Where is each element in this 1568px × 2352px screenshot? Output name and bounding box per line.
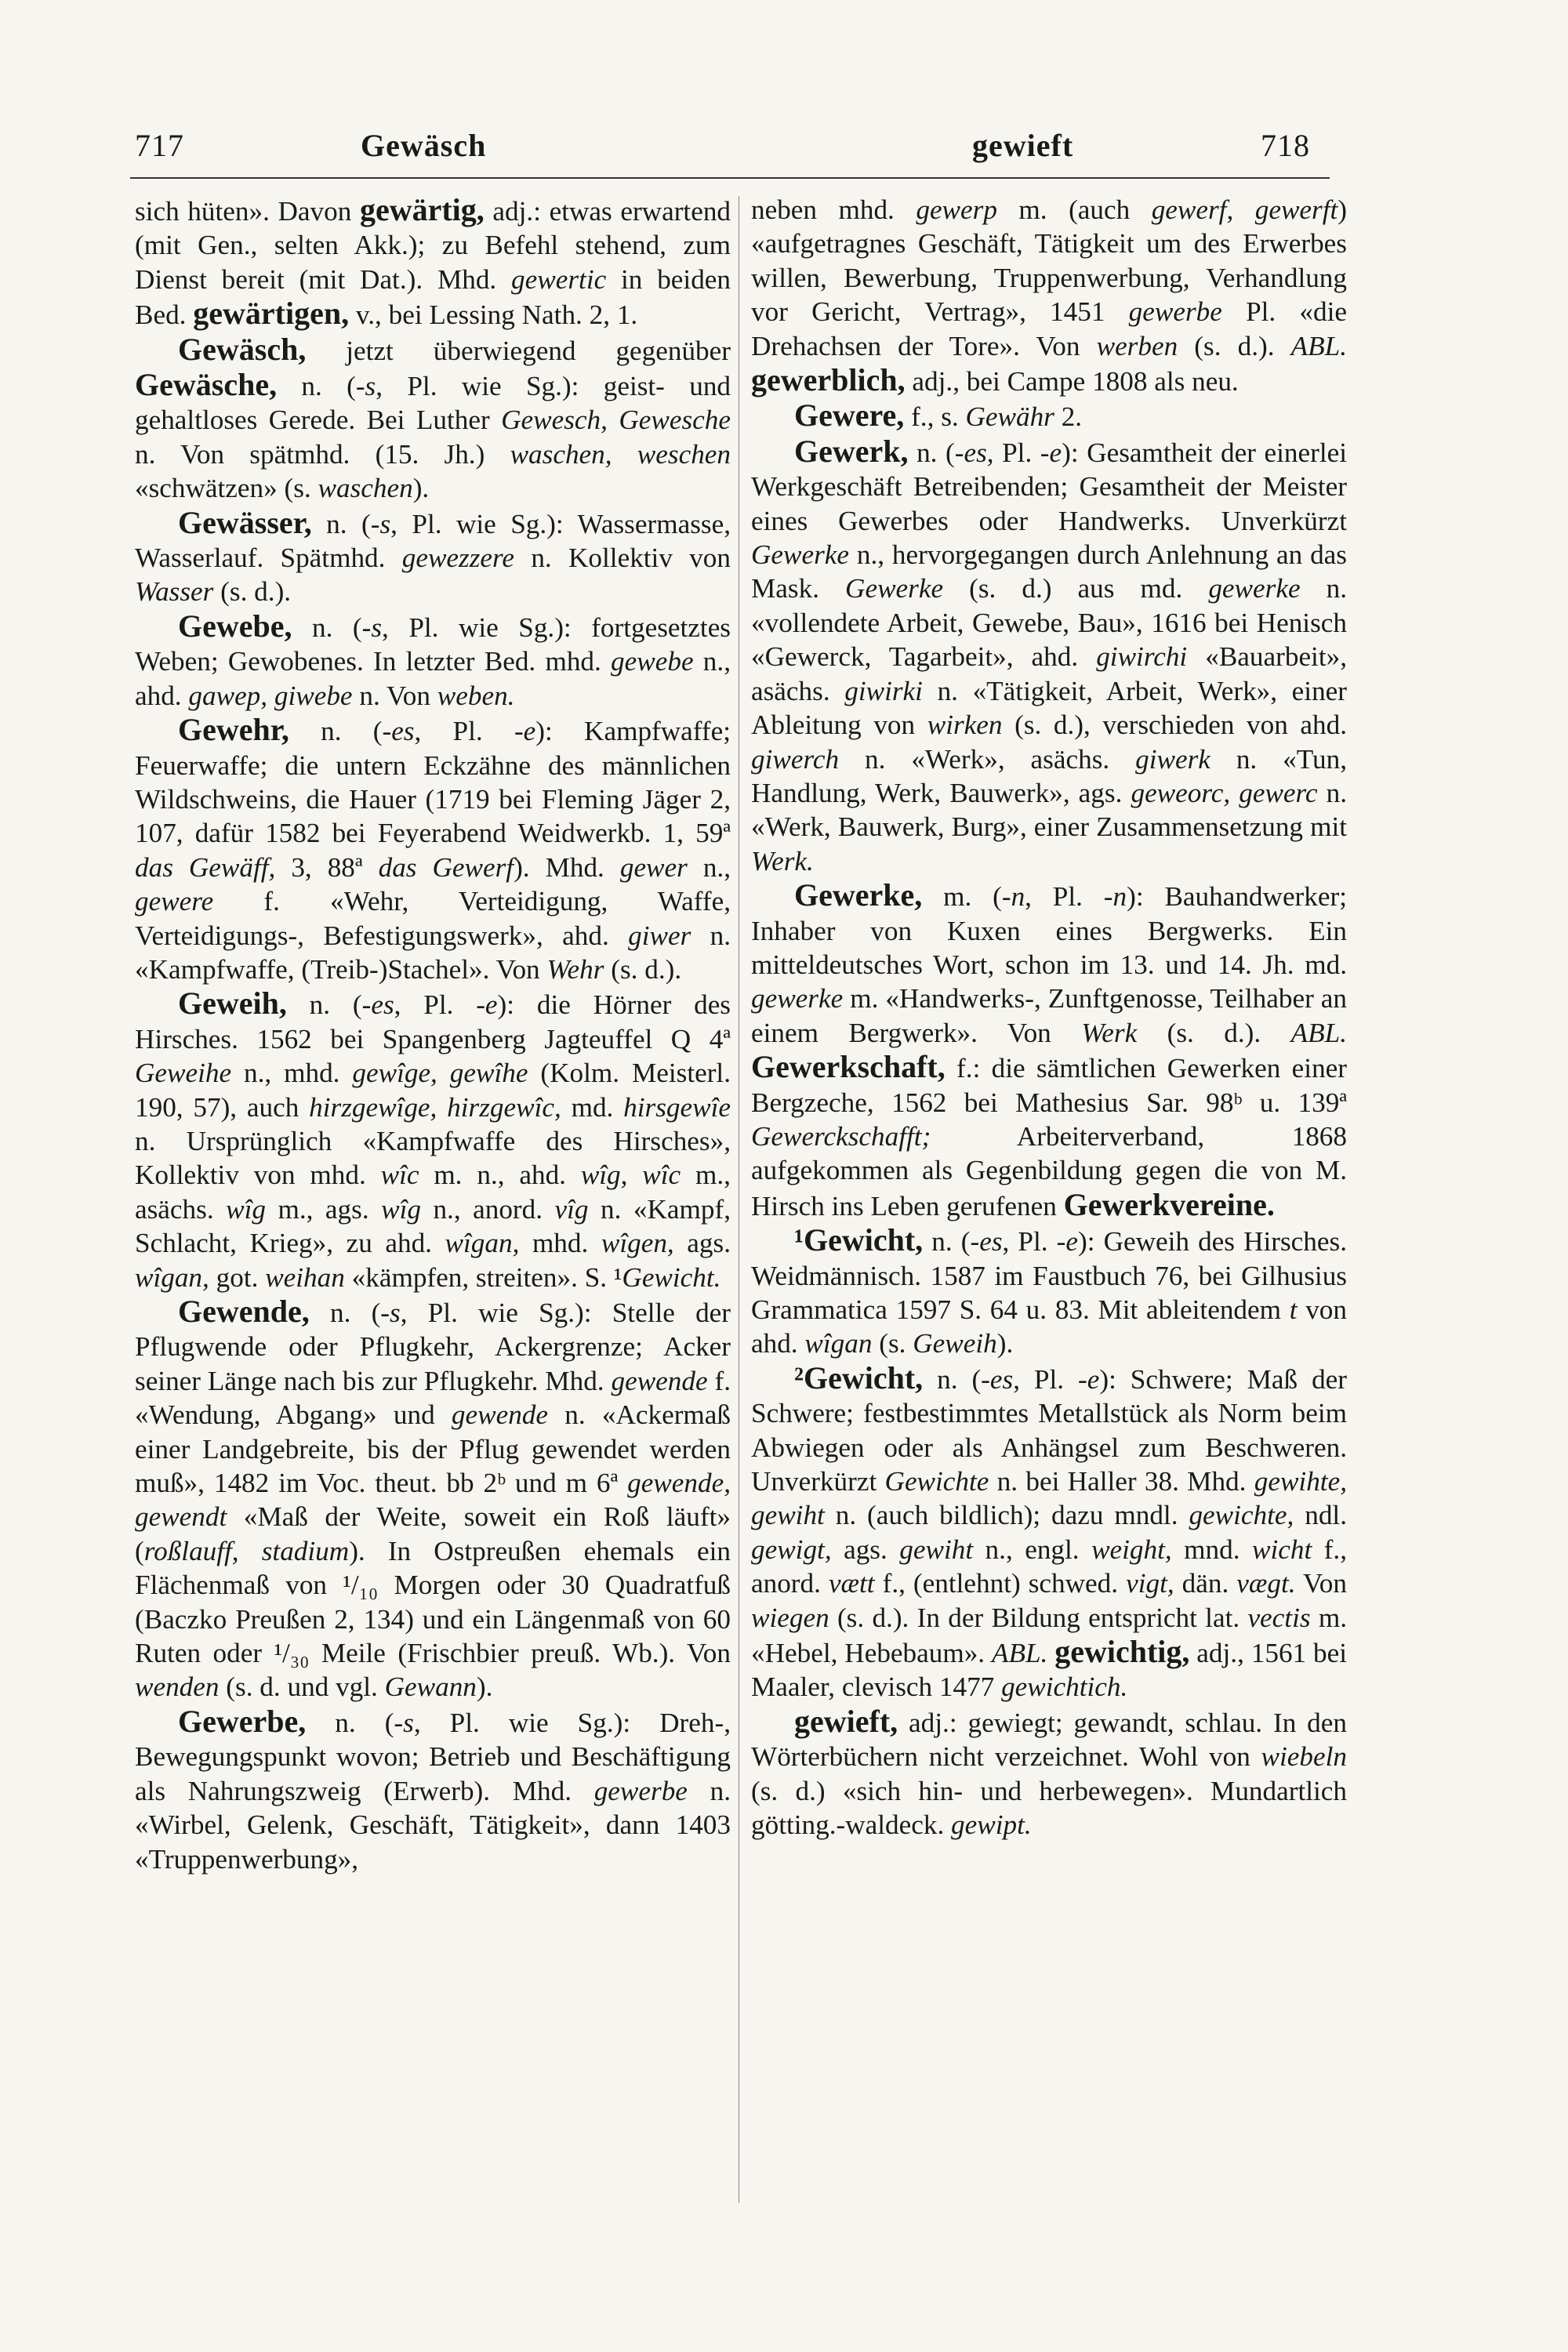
italic-term: giwerch [751, 743, 840, 775]
entry-text: f., (entlehnt) schwed. [874, 1568, 1127, 1599]
italic-term: gewende [611, 1365, 708, 1396]
entry-text [1047, 1638, 1054, 1668]
italic-term: gewîge, gewîhe [352, 1058, 528, 1089]
entry-text: adj.: gewiegt; gewandt, schlau. In den Wörterbüchern nicht verzeichnet. Wohl von [751, 1707, 1347, 1773]
entry-text: ): Geweih des Hirsches. Weidmännisch. 1587 im Faustbuch 76, bei Gilhusius Grammatica 1597 S. 64 u. 83. Mit ableitendem [751, 1226, 1347, 1325]
italic-term: s [390, 1298, 401, 1328]
italic-term: ABL. [991, 1638, 1048, 1669]
dictionary-entry [751, 1361, 1347, 1704]
dictionary-entry [751, 1223, 1347, 1361]
italic-term: wicht [1251, 1534, 1312, 1565]
italic-term: n [1011, 881, 1025, 913]
italic-term: Werk. [751, 845, 814, 877]
entry-text: n. «Tätigkeit, Arbeit, Werk», einer Ableitung von [751, 675, 1347, 741]
dictionary-entry [135, 713, 731, 986]
entry-text: (s. d.). [1178, 330, 1291, 361]
dictionary-entry [135, 332, 731, 506]
entry-text: m., ags. [265, 1193, 382, 1225]
page-number-right: 718 [1261, 128, 1310, 163]
right-column [751, 193, 1347, 1842]
entry-text: n. (- [923, 1226, 980, 1258]
italic-term: gewerke [1208, 573, 1301, 604]
italic-term: hirsgewîe [623, 1091, 731, 1123]
entry-text: (s. d.) aus md. [943, 573, 1209, 604]
dictionary-entry [751, 878, 1347, 1223]
entry-text: (s. d.). [604, 953, 682, 985]
entry-text: n. «Werk, Bauwerk, Burg», einer Zusammensetzung mit [751, 777, 1348, 843]
headword: Gewebe, [178, 608, 292, 644]
italic-term: e [523, 716, 536, 747]
dictionary-entry [751, 1704, 1347, 1842]
entry-text: m., asächs. [135, 1160, 731, 1225]
entry-text: n. (- [292, 612, 372, 643]
entry-text: , Pl. - [414, 716, 524, 747]
italic-term: gewebe [611, 646, 694, 677]
entry-text: n. (- [908, 437, 964, 468]
italic-term: es [371, 989, 394, 1021]
entry-text: (s. d.). [213, 576, 292, 608]
page-number-left: 717 [135, 128, 184, 163]
entry-text: «Maß der Weite, soweit ein Roß läuft» ( [135, 1501, 731, 1566]
entry-text: neben mhd. [751, 194, 916, 225]
entry-text: , Pl. wie Sg.): geist- und gehaltloses Gerede. Bei Luther [135, 371, 731, 436]
entry-text: , Pl. wie Sg.): Wassermasse, Wasserlauf. Spätmhd. [135, 508, 731, 574]
entry-text: f., anord. [751, 1534, 1347, 1599]
italic-term: gewer [619, 851, 688, 883]
entry-text: ). Mhd. [514, 851, 620, 883]
entry-text: (s. d. und vgl. [219, 1671, 385, 1703]
entry-text: «Bauarbeit», asächs. [751, 641, 1348, 706]
entry-text: «schwätzen» (s. [135, 473, 318, 504]
entry-text: f.: die sämtlichen Gewerken einer Bergzeche, 1562 bei Mathesius Sar. 98ᵇ u. 139ª [751, 1053, 1347, 1118]
entry-text: ): Bauhandwerker; Inhaber von Kuxen eines Bergwerks. Ein mitteldeutsches Wort, schon im 13. und 14. Jh. md. [751, 881, 1347, 980]
italic-term: werben [1096, 330, 1178, 361]
italic-term: es [979, 1226, 1003, 1258]
entry-text: n., ahd. [135, 646, 731, 711]
italic-term: gewerf, gewerft [1151, 194, 1338, 225]
italic-term: weben. [437, 680, 515, 711]
entry-text: f., s. [904, 401, 966, 433]
headword: ¹Gewicht, [794, 1222, 924, 1258]
entry-text: n. Von [352, 680, 437, 711]
italic-term: vægt. [1236, 1568, 1296, 1599]
entry-text: (s. d.). [1137, 1017, 1291, 1048]
entry-text: mnd. [1171, 1534, 1252, 1565]
italic-term: wiegen [751, 1602, 829, 1633]
entry-text: ndl. [1294, 1500, 1347, 1531]
entry-text: ): Schwere; Maß der Schwere; festbestimmtes Metallstück als Norm beim Abwiegen oder als Anhängsel zum Beschweren. Unverkürzt [751, 1363, 1347, 1497]
entry-text: 3, 88ª [275, 851, 379, 883]
italic-term: giwer [628, 920, 691, 951]
italic-term: weight, [1091, 1534, 1172, 1565]
entry-text: , Pl. - [986, 437, 1050, 468]
entry-text: n. «Kampf, Schlacht, Krieg», zu ahd. [135, 1193, 731, 1259]
entry-text: , Pl. - [1002, 1226, 1066, 1258]
headword: Gewerke, [794, 877, 923, 913]
entry-text: , Pl. - [394, 989, 485, 1021]
entry-text: v., bei Lessing Nath. 2, 1. [349, 299, 638, 331]
italic-term: gewere [135, 886, 214, 917]
italic-term: s [379, 508, 391, 539]
italic-term: Gewann [384, 1671, 477, 1703]
entry-text: Pl. «die Drehachsen der Tore». Von [751, 296, 1347, 361]
entry-text: , Pl. wie Sg.): Stelle der Pflugwende oder Pflugkehr, Ackergrenze; Acker seiner Länge nach bis zur Pflugkehr. Mhd. [135, 1298, 731, 1396]
running-head-left: Gewäsch [361, 128, 487, 163]
entry-text: ags. [673, 1228, 731, 1259]
italic-term: Gewähr [965, 401, 1054, 433]
italic-term: gewipt. [951, 1809, 1032, 1841]
italic-term: Gewesch, Gewesche [501, 405, 731, 436]
italic-term: wîgan [804, 1328, 873, 1359]
entry-text: m. «Handwerks-, Zunftgenosse, Teilhaber an einem Bergwerk». Von [751, 983, 1347, 1048]
italic-term: wîgan, [135, 1261, 209, 1293]
headword: gewärtig, [359, 192, 485, 227]
entry-text: (s. d.), verschieden von ahd. [1002, 710, 1348, 741]
headword: gewärtigen, [193, 296, 350, 332]
italic-term: es [989, 1363, 1014, 1395]
entry-text: sich hüten». Davon [135, 196, 360, 227]
italic-term: es [964, 437, 987, 468]
entry-text: n. «Wirbel, Gelenk, Geschäft, Tätigkeit», dann 1403 «Truppenwerbung», [135, 1775, 731, 1875]
italic-term: ABL. [1290, 330, 1347, 361]
entry-text: , Pl. - [1013, 1363, 1087, 1395]
entry-text: von ahd. [751, 1294, 1347, 1359]
italic-term: Geweih [913, 1328, 997, 1359]
entry-text: adj.: etwas erwartend (mit Gen., selten Akk.); zu Befehl stehend, zum Dienst bereit (mit Dat.). Mhd. [135, 196, 731, 295]
entry-text: n., mhd. [231, 1058, 353, 1089]
entry-text: m. «Hebel, Hebebaum». [751, 1602, 1347, 1669]
entry-text: n., engl. [973, 1534, 1092, 1565]
entry-continuation [751, 193, 1347, 398]
entry-text: (s. d.). In der Bildung entspricht lat. [829, 1602, 1248, 1633]
italic-term: wîg, wîc [580, 1160, 681, 1191]
entry-text: n. (auch bildlich); dazu mndl. [824, 1500, 1189, 1531]
italic-term: wenden [135, 1671, 220, 1703]
italic-term: Gewerke [751, 539, 850, 571]
entry-text: ). [476, 1671, 493, 1703]
entry-text: mhd. [519, 1228, 601, 1259]
entry-text: n., hervorgegangen durch Anlehnung an das Mask. [751, 539, 1347, 604]
headword: Geweih, [178, 985, 287, 1022]
italic-term: e [1087, 1363, 1100, 1395]
headword: gewerblich, [751, 362, 906, 398]
dictionary-entry [135, 506, 731, 609]
entry-text: 2. [1054, 401, 1083, 433]
entry-text: , Pl. wie Sg.): fortgesetztes Weben; Gewobenes. In letzter Bed. mhd. [135, 612, 731, 677]
italic-term: wirken [927, 710, 1003, 741]
entry-text: f. «Wendung, Abgang» und [135, 1365, 731, 1431]
headword: ²Gewicht, [794, 1359, 924, 1396]
entry-text: m. (- [922, 881, 1011, 913]
entry-text: , Pl. wie Sg.): Dreh-, Bewegungspunkt wovon; Betrieb und Beschäftigung als Nahrungszweig (Erwerb). Mhd. [135, 1707, 731, 1806]
italic-term: s [365, 371, 376, 402]
italic-term: weihan [265, 1261, 345, 1293]
entry-text: (Kolm. Meisterl. 190, 57), auch [135, 1058, 731, 1123]
running-head-right: gewieft [972, 128, 1074, 163]
italic-term: vætt [828, 1568, 875, 1599]
headword: gewieft, [794, 1703, 898, 1739]
entry-text: ): Kampfwaffe; Feuerwaffe; die untern Eckzähne des männlichen Wildschweins, die Hauer (1719 bei Fleming Jäger 2, 107, dafür 1582 bei Feyerabend Weidwerkb. 1, 59ª [135, 716, 731, 849]
italic-term: Gewicht. [622, 1261, 721, 1293]
italic-term: Wasser [135, 576, 214, 608]
entry-text: got. [209, 1261, 266, 1293]
entry-text: md. [561, 1091, 624, 1123]
entry-continuation [135, 193, 731, 332]
entry-text: n. Ursprünglich «Kampfwaffe des Hirsches», Kollektiv von mhd. [135, 1125, 731, 1191]
entry-text: n. (- [923, 1363, 990, 1395]
headword: Gewerbe, [178, 1703, 307, 1739]
italic-term: wîgen, [601, 1228, 674, 1259]
entry-text: n. «vollendete Arbeit, Gewebe, Bau», 1616 bei Henisch «Gewerck, Tagarbeit», ahd. [751, 573, 1348, 673]
italic-term: s [403, 1707, 414, 1738]
entry-text: Von [1295, 1568, 1347, 1599]
italic-term: vigt, [1126, 1568, 1174, 1599]
entry-text: in beiden Bed. [135, 263, 731, 331]
entry-text: m. n., ahd. [419, 1160, 581, 1191]
italic-term: t [1289, 1294, 1298, 1325]
headword: gewichtig, [1054, 1634, 1190, 1670]
entry-text: n. (- [286, 989, 372, 1021]
entry-text: n. bei Haller 38. Mhd. [989, 1466, 1254, 1497]
entry-text: (s. d.) «sich hin- und herbewegen». Mundartlich götting.-waldeck. [751, 1775, 1347, 1841]
entry-text: n. Von spätmhd. (15. Jh.) [135, 438, 510, 470]
left-column [135, 193, 731, 1876]
headword: Gewere, [794, 397, 905, 434]
headword: Gewerk, [794, 433, 909, 469]
italic-term: gewichte, [1189, 1500, 1294, 1531]
italic-term: wiebeln [1261, 1741, 1347, 1773]
italic-term: das Gewäff, [135, 851, 276, 883]
italic-term: waschen [318, 473, 413, 504]
headword: Gewerkschaft, [751, 1049, 946, 1085]
italic-term: gewerke [751, 983, 844, 1014]
italic-term: ABL. [1290, 1017, 1347, 1048]
italic-term: wîgan, [445, 1228, 520, 1259]
italic-term: gewezzere [401, 543, 515, 574]
italic-term: wîg [226, 1193, 266, 1225]
italic-term: gewihte, gewiht [751, 1466, 1347, 1531]
italic-term: das Gewerf [378, 851, 514, 883]
italic-term: gewerp [916, 194, 997, 225]
italic-term: s [371, 612, 383, 643]
entry-text: ags. [831, 1534, 900, 1565]
italic-term: gewichtich. [1001, 1671, 1128, 1703]
entry-text: , Pl. - [1025, 881, 1113, 913]
entry-text: m. (auch [996, 194, 1152, 225]
italic-term: giwerk [1135, 743, 1210, 775]
headword: Gewerkvereine. [1063, 1186, 1275, 1222]
dictionary-entry [751, 434, 1347, 878]
header-rule [130, 177, 1330, 179]
italic-term: gewiht [899, 1534, 974, 1565]
italic-term: gewigt, [751, 1534, 832, 1565]
italic-term: Gewichte [884, 1466, 989, 1497]
entry-text: n. (- [306, 1707, 404, 1738]
headword: Gewehr, [178, 712, 289, 748]
entry-text: ): die Hörner des Hirsches. 1562 bei Spangenberg Jagteuffel Q 4ª [135, 989, 731, 1054]
italic-term: roßlauff, stadium [143, 1535, 350, 1566]
entry-text: ): Gesamtheit der einerlei Werkgeschäft Betreibenden; Gesamtheit der Meister eines Gewerbes oder Handwerks. Unverkürzt [751, 437, 1347, 536]
italic-term: gewende [451, 1399, 549, 1431]
entry-text: ). In Ostpreußen ehemals ein Flächenmaß von ¹/₁₀ Morgen oder 30 Quadratfuß (Baczko Preußen 2, 134) und ein Längenmaß von 60 Ruten oder ¹/₃₀ Meile (Frischbier preuß. Wb.). Von [135, 1535, 731, 1669]
italic-term: wîg [381, 1193, 421, 1225]
italic-term: Geweihe [135, 1058, 232, 1089]
entry-text: n. (- [309, 1298, 390, 1328]
italic-term: vectis [1247, 1602, 1311, 1633]
italic-term: Wehr [546, 953, 604, 985]
entry-text: adj., bei Campe 1808 als neu. [905, 366, 1239, 397]
dictionary-entry [135, 1704, 731, 1876]
entry-text: n., [687, 851, 731, 883]
entry-text: n. «Ackermaß einer Landgebreite, bis der Pflug gewendet werden muß», 1482 im Voc. theut. bb 2ᵇ und m 6ª [135, 1399, 731, 1499]
entry-text: jetzt überwiegend gegenüber [306, 335, 731, 366]
italic-term: gewertic [511, 263, 607, 295]
entry-text: (s. [872, 1328, 913, 1359]
italic-term: e [485, 989, 498, 1021]
dictionary-entry [135, 609, 731, 713]
dictionary-entry [751, 398, 1347, 434]
italic-term: es [391, 716, 415, 747]
italic-term: e [1049, 437, 1062, 468]
italic-term: Gewerckschafft; [751, 1120, 931, 1152]
italic-term: gewerbe [593, 1775, 688, 1806]
entry-text: n. (- [289, 716, 392, 747]
italic-term: giwirchi [1096, 641, 1188, 673]
entry-text: n. «Kampfwaffe, (Treib-)Stachel». Von [135, 920, 731, 985]
entry-text: n. (- [277, 371, 365, 402]
entry-text: n. (- [311, 508, 380, 539]
italic-term: Gewerke [845, 573, 944, 604]
headword: Gewässer, [178, 504, 312, 540]
entry-text: adj., 1561 bei Maaler, clevisch 1477 [751, 1638, 1348, 1703]
italic-term: gawep, giwebe [188, 680, 353, 711]
headword: Gewende, [178, 1294, 310, 1329]
italic-term: gewende, gewendt [135, 1468, 731, 1533]
italic-term: wîc [380, 1160, 419, 1191]
italic-term: vîg [554, 1193, 589, 1225]
entry-text: ). [412, 473, 430, 504]
italic-term: waschen, weschen [510, 438, 731, 470]
headword: Gewäsch, [178, 331, 307, 367]
entry-text: ) «aufgetragnes Geschäft, Tätigkeit um des Erwerbes willen, Bewerbung, Truppenwerbung, Verhandlung vor Gericht, Vertrag», 1451 [751, 194, 1347, 328]
italic-term: Werk [1081, 1017, 1138, 1048]
dictionary-entry [135, 986, 731, 1294]
entry-text: f. «Wehr, Verteidigung, Waffe, Verteidigungs-, Befestigungswerk», ahd. [135, 886, 731, 951]
italic-term: gewerbe [1128, 296, 1222, 328]
italic-term: giwirki [844, 675, 923, 706]
entry-text: «kämpfen, streiten». S. ¹ [344, 1261, 622, 1293]
entry-text: n. Kollektiv von [514, 543, 731, 574]
entry-text: n., anord. [420, 1193, 555, 1225]
entry-text: n. «Werk», asächs. [839, 743, 1136, 775]
entry-text: ). [996, 1328, 1014, 1359]
entry-text: n. «Tun, Handlung, Werk, Bauwerk», ags. [751, 743, 1347, 808]
entry-text: Arbeiterverband, 1868 aufgekommen als Gegenbildung gegen die von M. Hirsch ins Leben gerufenen [751, 1120, 1347, 1221]
headword: Gewäsche, [135, 367, 278, 403]
italic-term: hirzgewîge, hirzgewîc, [309, 1091, 561, 1123]
entry-text: dän. [1174, 1568, 1237, 1599]
dictionary-entry [135, 1294, 731, 1704]
italic-term: n [1112, 881, 1127, 913]
italic-term: e [1065, 1226, 1078, 1258]
italic-term: geweorc, gewerc [1131, 777, 1318, 808]
